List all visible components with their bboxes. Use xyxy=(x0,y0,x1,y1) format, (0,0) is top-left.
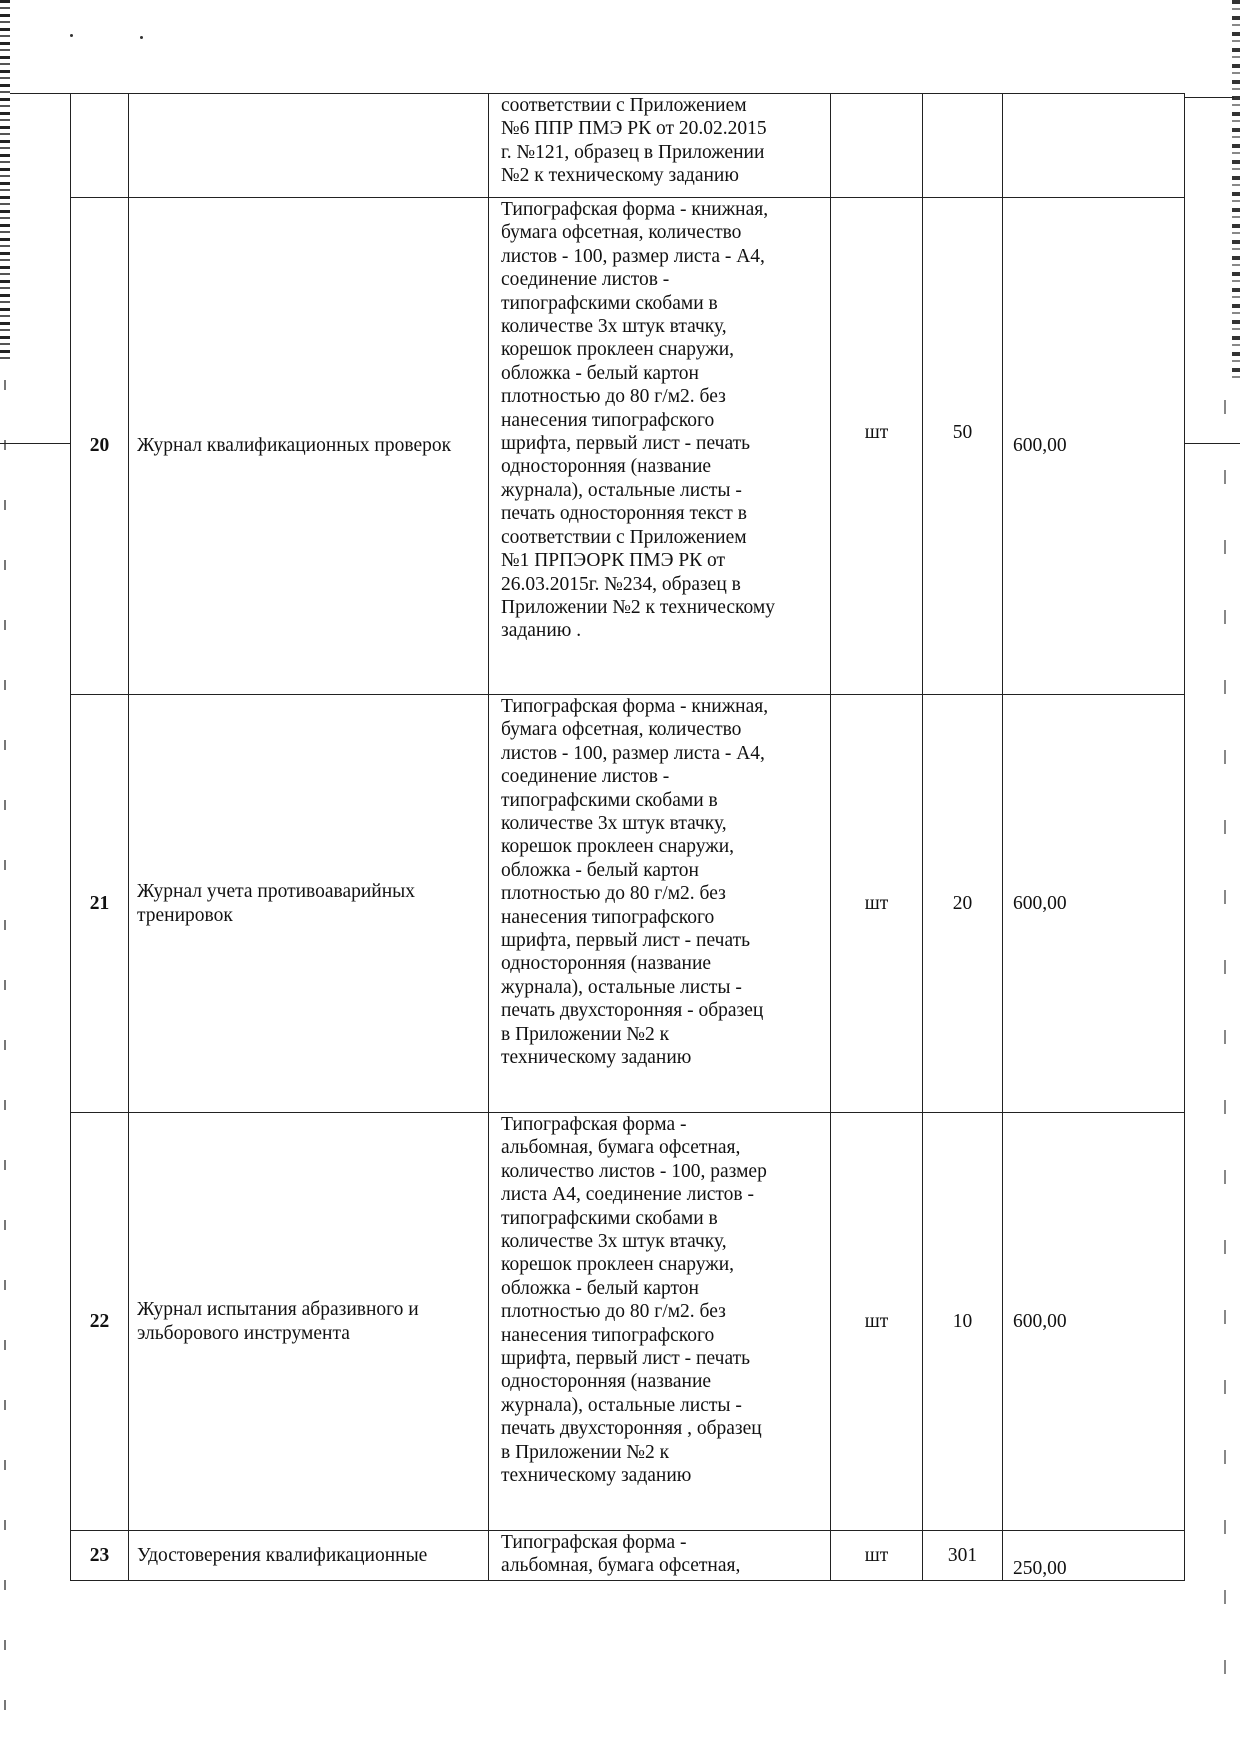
description-line: в Приложении №2 к xyxy=(501,1023,670,1045)
description-line: соединение листов - xyxy=(501,766,670,788)
description-line: техническому заданию xyxy=(501,1465,692,1487)
table-row xyxy=(71,94,1185,198)
scan-artifact-right-marks xyxy=(1224,400,1226,1700)
row-number: 23 xyxy=(71,1531,129,1581)
description-line: техническому заданию xyxy=(501,1047,692,1069)
table-row xyxy=(71,1113,1185,1531)
description-line: журнала), остальные листы - xyxy=(501,976,742,998)
description-line: шрифта, первый лист - печать xyxy=(501,1348,751,1370)
description-line: г. №121, образец в Приложении xyxy=(501,141,765,163)
row-number: 21 xyxy=(71,695,129,1113)
description-line: плотностью до 80 г/м2. без xyxy=(501,883,726,905)
description-line: №2 к техническому заданию xyxy=(501,165,739,187)
row-number xyxy=(71,94,129,198)
table-row xyxy=(71,198,1185,695)
item-name xyxy=(129,94,489,198)
scan-stray-line xyxy=(1184,97,1234,98)
description-line: печать односторонняя текст в xyxy=(501,503,747,525)
description-line: нанесения типографского xyxy=(501,409,715,431)
description-line: №1 ПРПЭОРК ПМЭ РК от xyxy=(501,550,726,572)
scan-artifact-left-marks xyxy=(4,380,6,1730)
description-line: Типографская форма - книжная, xyxy=(501,199,769,220)
item-quantity: 50 xyxy=(923,198,1003,695)
specification-table-body xyxy=(71,94,1185,1581)
description-line: плотностью до 80 г/м2. без xyxy=(501,1301,726,1323)
description-line: Типографская форма - книжная, xyxy=(501,696,769,717)
description-line: количестве 3х штук втачку, xyxy=(501,813,727,835)
item-name: Журнал учета противоаварийных тренировок xyxy=(129,695,489,1113)
item-price: 600,00 xyxy=(1003,1113,1185,1531)
item-quantity: 20 xyxy=(923,695,1003,1113)
item-quantity: 301 xyxy=(923,1531,1003,1581)
item-description xyxy=(489,1113,831,1531)
table-row xyxy=(71,1531,1185,1581)
item-description xyxy=(489,198,831,695)
description-line: в Приложении №2 к xyxy=(501,1441,670,1463)
description-line: Типографская форма - xyxy=(501,1114,687,1135)
description-line: плотностью до 80 г/м2. без xyxy=(501,386,726,408)
description-line: альбомная, бумага офсетная, xyxy=(501,1137,741,1159)
scan-artifact-left xyxy=(0,0,10,360)
item-unit: шт xyxy=(831,1531,923,1581)
scan-stray-line xyxy=(10,93,70,94)
description-line: обложка - белый картон xyxy=(501,859,699,881)
scan-stray-line xyxy=(0,443,70,444)
description-line: Приложении №2 к техническому xyxy=(501,596,775,618)
description-line: нанесения типографского xyxy=(501,906,715,928)
description-line: корешок проклеен снаружи, xyxy=(501,836,735,858)
description-line: журнала), остальные листы - xyxy=(501,479,742,501)
item-unit xyxy=(831,94,923,198)
description-line: количестве 3х штук втачку, xyxy=(501,316,727,338)
description-line: №6 ППР ПМЭ РК от 20.02.2015 xyxy=(501,118,767,140)
description-line: печать двухсторонняя , образец xyxy=(501,1418,762,1440)
item-name: Журнал квалификационных проверок xyxy=(129,198,489,695)
item-description xyxy=(489,94,831,198)
specification-table xyxy=(70,93,1185,1581)
scan-artifact-right xyxy=(1232,0,1240,380)
description-line: шрифта, первый лист - печать xyxy=(501,930,751,952)
description-line: альбомная, бумага офсетная, xyxy=(501,1555,741,1577)
row-number: 20 xyxy=(71,198,129,695)
table-row xyxy=(71,695,1185,1113)
item-unit: шт xyxy=(831,695,923,1113)
description-line: бумага офсетная, количество xyxy=(501,222,742,244)
description-line: количестве 3х штук втачку, xyxy=(501,1231,727,1253)
item-description xyxy=(489,1531,831,1581)
description-line: листов - 100, размер листа - А4, xyxy=(501,742,765,764)
item-quantity: 10 xyxy=(923,1113,1003,1531)
row-number: 22 xyxy=(71,1113,129,1531)
description-line: корешок проклеен снаружи, xyxy=(501,339,735,361)
description-line: нанесения типографского xyxy=(501,1324,715,1346)
description-line: количество листов - 100, размер xyxy=(501,1160,767,1182)
item-price: 250,00 xyxy=(1003,1531,1185,1581)
description-line: заданию . xyxy=(501,620,582,642)
item-unit: шт xyxy=(831,1113,923,1531)
description-line: односторонняя (название xyxy=(501,456,712,478)
description-line: 26.03.2015г. №234, образец в xyxy=(501,573,741,595)
description-line: односторонняя (название xyxy=(501,953,712,975)
scan-stray-line xyxy=(1184,443,1240,444)
item-unit: шт xyxy=(831,198,923,695)
description-line: обложка - белый картон xyxy=(501,1277,699,1299)
description-line: бумага офсетная, количество xyxy=(501,719,742,741)
item-name: Удостоверения квалификационные xyxy=(129,1531,489,1581)
description-line: Типографская форма - xyxy=(501,1532,687,1553)
description-line: журнала), остальные листы - xyxy=(501,1394,742,1416)
description-line: корешок проклеен снаружи, xyxy=(501,1254,735,1276)
description-line: печать двухсторонняя - образец xyxy=(501,1000,764,1022)
description-line: соответствии с Приложением xyxy=(501,95,747,116)
description-line: листов - 100, размер листа - А4, xyxy=(501,245,765,267)
description-line: шрифта, первый лист - печать xyxy=(501,433,751,455)
description-line: листа А4, соединение листов - xyxy=(501,1184,754,1206)
description-line: односторонняя (название xyxy=(501,1371,712,1393)
item-price xyxy=(1003,94,1185,198)
description-line: типографскими скобами в xyxy=(501,292,718,314)
description-line: типографскими скобами в xyxy=(501,1207,718,1229)
description-line: типографскими скобами в xyxy=(501,789,718,811)
scan-speck xyxy=(70,34,73,37)
scan-speck xyxy=(140,36,143,39)
description-line: соединение листов - xyxy=(501,269,670,291)
item-quantity xyxy=(923,94,1003,198)
item-price: 600,00 xyxy=(1003,198,1185,695)
item-name: Журнал испытания абразивного и эльборового инструмента xyxy=(129,1113,489,1531)
description-line: соответствии с Приложением xyxy=(501,526,747,548)
description-line: обложка - белый картон xyxy=(501,362,699,384)
item-price: 600,00 xyxy=(1003,695,1185,1113)
item-description xyxy=(489,695,831,1113)
